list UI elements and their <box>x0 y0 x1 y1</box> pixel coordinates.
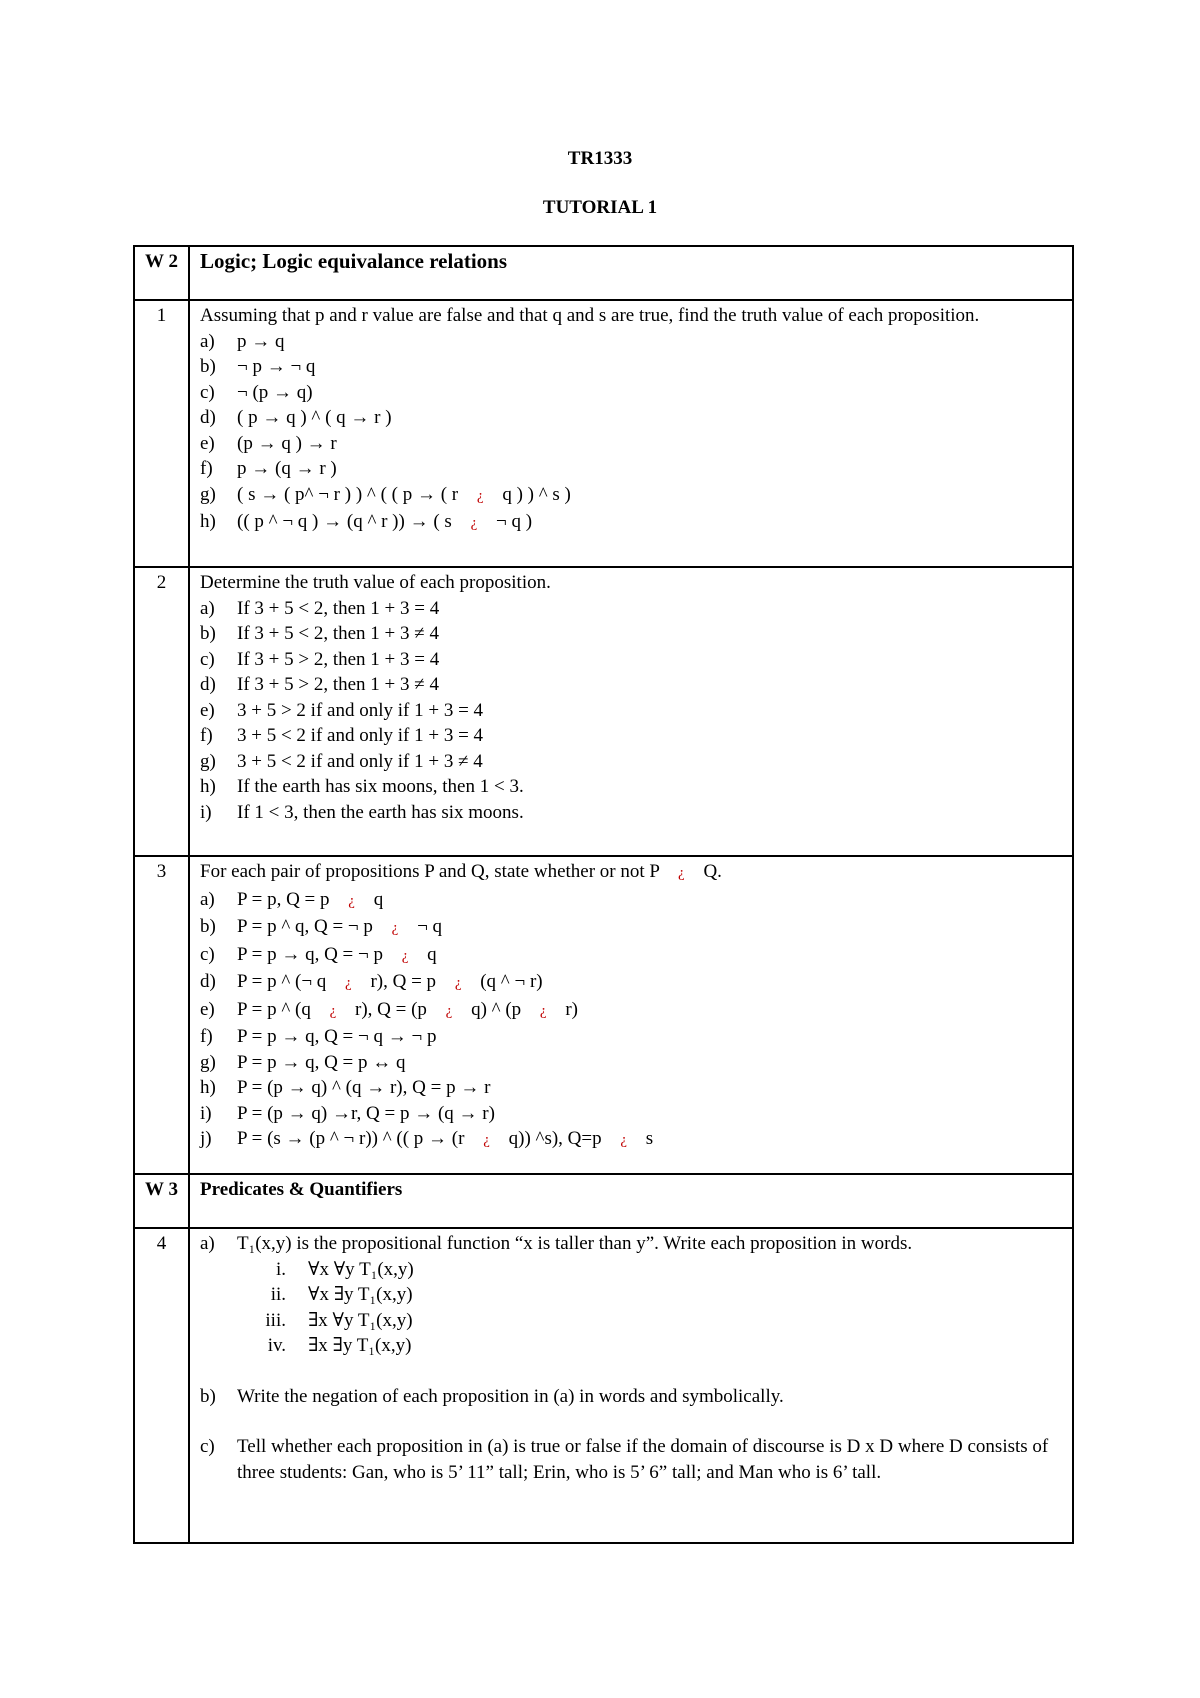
item-text: P = (s → (p ^ ¬ r)) ^ (( p → (r ¿ q)) ^s), Q=p ¿ s <box>237 1128 654 1149</box>
item-text: ∃x ∃y T₁(x,y) <box>308 1335 412 1356</box>
item-label: iv. <box>267 1335 286 1356</box>
missing-glyph-marker: ¿ <box>476 487 484 504</box>
item-text: (( p ^ ¬ q ) → (q ^ r )) → ( s ¿ ¬ q ) <box>237 511 533 532</box>
list-item <box>200 672 1064 698</box>
list-item <box>200 1075 1064 1101</box>
item-label: a) <box>200 1233 215 1254</box>
item-label: g) <box>200 1051 216 1073</box>
item-text: If 3 + 5 < 2, then 1 + 3 = 4 <box>237 597 440 619</box>
item-text: P = p ^ q, Q = ¬ p ¿ ¬ q <box>237 916 443 937</box>
missing-glyph-marker: ¿ <box>391 920 399 936</box>
item-label: b) <box>200 916 216 937</box>
item-text: ¬ p → ¬ q <box>237 356 316 377</box>
item-text: If 3 + 5 < 2, then 1 + 3 ≠ 4 <box>237 623 439 644</box>
item-text: p → q <box>237 330 285 352</box>
week-label: W 3 <box>134 1174 189 1228</box>
list-item <box>200 1231 1064 1257</box>
item-label: i) <box>200 801 212 823</box>
list-item <box>200 509 1064 537</box>
list-item <box>200 969 1064 997</box>
list-item <box>200 1308 1064 1334</box>
item-text: If 3 + 5 > 2, then 1 + 3 = 4 <box>237 648 440 670</box>
item-list <box>200 329 1064 537</box>
list-item <box>200 431 1064 457</box>
question-row <box>134 856 1073 1174</box>
item-text: P = p → q, Q = ¬ p ¿ q <box>237 943 437 965</box>
item-text: 3 + 5 < 2 if and only if 1 + 3 ≠ 4 <box>237 750 483 772</box>
missing-glyph-marker: ¿ <box>454 975 462 991</box>
list-item <box>200 1434 1064 1485</box>
item-label: a) <box>200 888 215 910</box>
list-item <box>200 1257 1064 1283</box>
item-label: i. <box>275 1258 286 1280</box>
list-item <box>200 621 1064 647</box>
list-item <box>200 698 1064 724</box>
week-header-row <box>134 1174 1073 1228</box>
item-label: a) <box>200 597 215 619</box>
question-body <box>189 567 1073 856</box>
item-label: g) <box>200 750 216 772</box>
section-heading: Predicates & Quantifiers <box>189 1174 1073 1228</box>
missing-glyph-marker: ¿ <box>539 1002 547 1019</box>
missing-glyph-marker: ¿ <box>401 947 409 964</box>
list-item <box>200 456 1064 482</box>
question-intro: Assuming that p and r value are false and that q and s are true, find the truth value of each proposition. <box>200 305 980 326</box>
list-item <box>200 800 1064 826</box>
item-text: P = p, Q = p ¿ q <box>237 888 384 910</box>
item-label: g) <box>200 483 216 505</box>
item-label: d) <box>200 407 216 428</box>
list-item <box>200 997 1064 1025</box>
question-row <box>134 567 1073 856</box>
item-label: e) <box>200 432 215 454</box>
item-label: c) <box>200 1436 215 1457</box>
item-text: p → (q → r ) <box>237 458 337 479</box>
item-text: ¬ (p → q) <box>237 381 313 403</box>
item-label: f) <box>200 725 213 746</box>
list-item <box>200 380 1064 406</box>
week-header-row <box>134 246 1073 300</box>
question-body <box>189 856 1073 1174</box>
item-text: ∀x ∀y T₁(x,y) <box>308 1258 414 1280</box>
question-number: 3 <box>134 856 189 1174</box>
list-item <box>200 1050 1064 1076</box>
list-item <box>200 596 1064 622</box>
item-label: b) <box>200 356 216 377</box>
question-number: 1 <box>134 300 189 567</box>
question-row <box>134 300 1073 567</box>
question-intro: Determine the truth value of each proposition. <box>200 572 551 593</box>
item-list <box>200 1434 1064 1485</box>
item-label: c) <box>200 943 215 965</box>
list-item <box>200 914 1064 942</box>
missing-glyph-marker: ¿ <box>445 1002 453 1019</box>
tutorial-title: TUTORIAL 1 <box>542 197 658 218</box>
item-text: P = p ^ (q ¿ r), Q = (p ¿ q) ^ (p ¿ r) <box>237 998 578 1020</box>
item-text: P = p → q, Q = ¬ q → ¬ p <box>237 1026 437 1047</box>
missing-glyph-marker: ¿ <box>348 892 355 909</box>
roman-list <box>200 1257 1064 1359</box>
item-list <box>200 1384 1064 1410</box>
item-label: c) <box>200 381 215 403</box>
list-item <box>200 1101 1064 1127</box>
item-label: e) <box>200 998 215 1020</box>
list-item <box>200 354 1064 380</box>
item-label: h) <box>200 511 216 532</box>
item-label: f) <box>200 458 213 479</box>
item-text: ∃x ∀y T₁(x,y) <box>308 1309 413 1331</box>
question-body <box>189 1228 1073 1543</box>
item-label: j) <box>200 1128 212 1149</box>
item-text: ( s → ( p^ ¬ r ) ) ^ ( ( p → ( r ¿ q ) ) ^ s ) <box>237 483 571 505</box>
item-label: b) <box>200 623 216 644</box>
item-list <box>200 1231 1064 1257</box>
missing-glyph-marker: ¿ <box>483 1132 490 1148</box>
item-label: h) <box>200 776 216 797</box>
list-item <box>200 1024 1064 1050</box>
list-item <box>200 749 1064 775</box>
item-label: c) <box>200 648 215 670</box>
item-text: 3 + 5 < 2 if and only if 1 + 3 = 4 <box>237 725 484 746</box>
week-label: W 2 <box>134 246 189 300</box>
question-body <box>189 300 1073 567</box>
item-label: f) <box>200 1026 213 1047</box>
item-text: P = (p → q) ^ (q → r), Q = p → r <box>237 1077 491 1098</box>
item-list <box>200 596 1064 826</box>
missing-glyph-marker: ¿ <box>678 865 685 881</box>
item-label: iii. <box>265 1309 286 1331</box>
question-number: 2 <box>134 567 189 856</box>
list-item <box>200 887 1064 915</box>
item-text: P = p ^ (¬ q ¿ r), Q = p ¿ (q ^ ¬ r) <box>237 971 543 992</box>
item-text: If the earth has six moons, then 1 < 3. <box>237 776 524 797</box>
item-text: ( p → q ) ^ ( q → r ) <box>237 407 392 428</box>
item-text: Tell whether each proposition in (a) is true or false if the domain of discourse is D x D where D consists of three students: Gan, who is 5’ 11” tall; Erin, who is 5’ 6” tall; and Man who is 6’ tall. <box>237 1436 1049 1483</box>
missing-glyph-marker: ¿ <box>345 975 352 991</box>
list-item <box>200 1333 1064 1359</box>
item-text: P = (p → q) →r, Q = p → (q → r) <box>237 1102 495 1124</box>
question-number: 4 <box>134 1228 189 1543</box>
missing-glyph-marker: ¿ <box>329 1002 337 1019</box>
item-label: a) <box>200 330 215 352</box>
item-text: (p → q ) → r <box>237 432 337 454</box>
item-text: If 1 < 3, then the earth has six moons. <box>237 801 524 823</box>
list-item <box>200 405 1064 431</box>
missing-glyph-marker: ¿ <box>470 515 478 531</box>
item-text: Write the negation of each proposition in (a) in words and symbolically. <box>237 1385 784 1407</box>
missing-glyph-marker: ¿ <box>620 1132 628 1148</box>
item-label: b) <box>200 1385 216 1407</box>
item-text: P = p → q, Q = p ↔ q <box>237 1051 406 1073</box>
list-item <box>200 482 1064 510</box>
item-label: ii. <box>270 1284 286 1305</box>
item-label: h) <box>200 1077 216 1098</box>
item-text: 3 + 5 > 2 if and only if 1 + 3 = 4 <box>237 699 484 721</box>
item-label: i) <box>200 1102 212 1124</box>
list-item <box>200 774 1064 800</box>
list-item <box>200 1384 1064 1410</box>
tutorial-table <box>133 245 1074 1544</box>
question-row <box>134 1228 1073 1543</box>
list-item <box>200 1126 1064 1154</box>
list-item <box>200 329 1064 355</box>
item-list <box>200 887 1064 1154</box>
item-text: ∀x ∃y T₁(x,y) <box>308 1284 413 1305</box>
item-text: If 3 + 5 > 2, then 1 + 3 ≠ 4 <box>237 674 439 695</box>
item-label: e) <box>200 699 215 721</box>
item-label: d) <box>200 971 216 992</box>
question-intro: For each pair of propositions P and Q, state whether or not P ¿ Q. <box>200 861 722 882</box>
list-item <box>200 647 1064 673</box>
list-item <box>200 723 1064 749</box>
section-heading: Logic; Logic equivalance relations <box>189 246 1073 300</box>
item-text: T₁(x,y) is the propositional function “x is taller than y”. Write each proposition in words. <box>237 1233 913 1254</box>
list-item <box>200 1282 1064 1308</box>
item-label: d) <box>200 674 216 695</box>
course-code: TR1333 <box>567 148 633 169</box>
list-item <box>200 942 1064 970</box>
